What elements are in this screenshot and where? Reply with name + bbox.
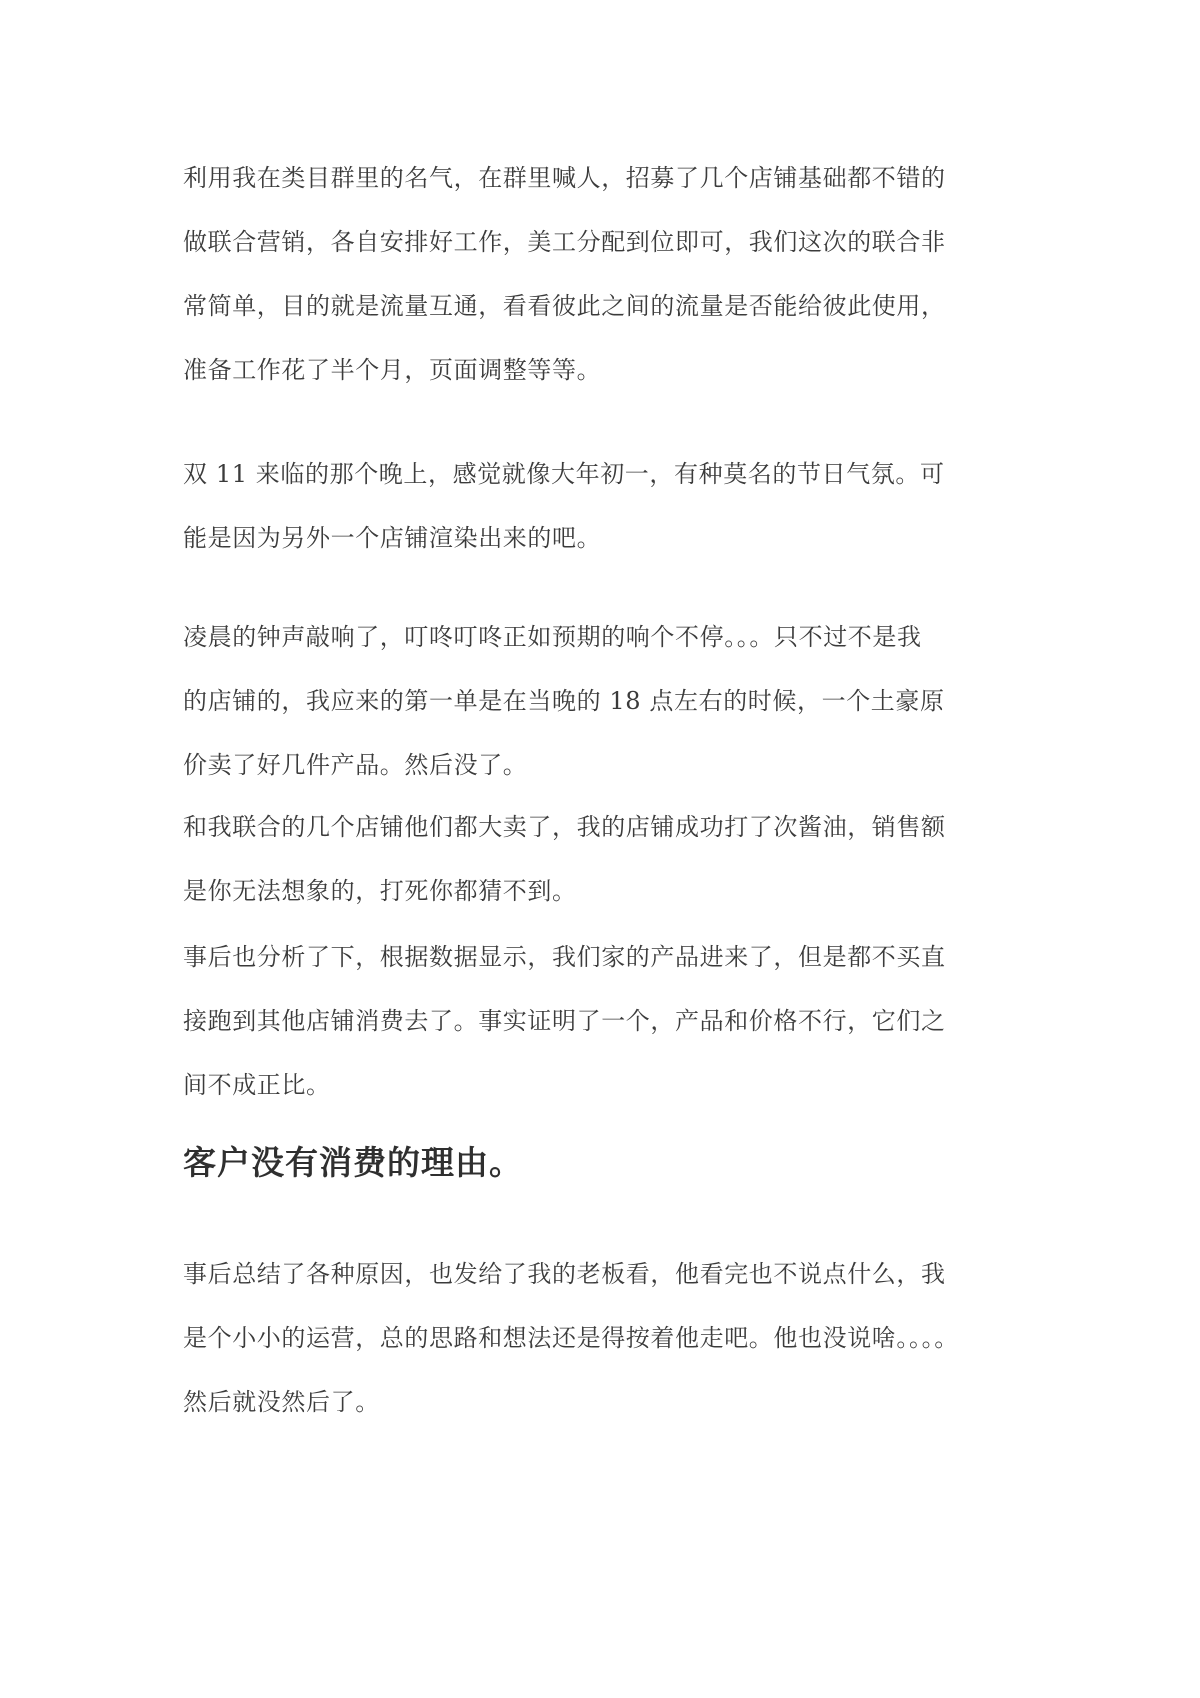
text-line: 常简单，目的就是流量互通，看看彼此之间的流量是否能给彼此使用， — [183, 292, 946, 320]
text-line: 是个小小的运营，总的思路和想法还是得按着他走吧。他也没说啥。。。。 — [183, 1324, 959, 1352]
text-line: 间不成正比。 — [183, 1071, 331, 1099]
text-line: 是你无法想象的，打死你都猜不到。 — [183, 877, 577, 905]
paragraph-analysis — [183, 925, 1033, 1117]
text-line: 接跑到其他店铺消费去了。事实证明了一个，产品和价格不行，它们之 — [183, 1007, 946, 1035]
paragraph-midnight-orders — [183, 605, 1033, 797]
text-line: 准备工作花了半个月，页面调整等等。 — [183, 356, 602, 384]
text-line: 双 11 来临的那个晚上，感觉就像大年初一，有种莫名的节日气氛。可 — [183, 460, 945, 488]
paragraph-partner-stores — [183, 795, 1033, 923]
text-line: 事后也分析了下，根据数据显示，我们家的产品进来了，但是都不买直 — [183, 943, 946, 971]
text-line: 的店铺的，我应来的第一单是在当晚的 18 点左右的时候，一个土豪原 — [183, 687, 945, 715]
text-line: 和我联合的几个店铺他们都大卖了，我的店铺成功打了次酱油，销售额 — [183, 813, 946, 841]
text-line: 做联合营销，各自安排好工作，美工分配到位即可，我们这次的联合非 — [183, 228, 946, 256]
text-line: 利用我在类目群里的名气，在群里喊人，招募了几个店铺基础都不错的 — [183, 164, 946, 192]
text-line: 能是因为另外一个店铺渲染出来的吧。 — [183, 524, 602, 552]
paragraph-summary — [183, 1242, 1033, 1434]
section-heading: 客户没有消费的理由。 — [183, 1143, 523, 1182]
text-line: 价卖了好几件产品。然后没了。 — [183, 751, 528, 779]
text-line: 然后就没然后了。 — [183, 1388, 380, 1416]
paragraph-double-11-night — [183, 442, 1033, 570]
text-line: 事后总结了各种原因，也发给了我的老板看，他看完也不说点什么，我 — [183, 1260, 946, 1288]
paragraph-joint-marketing — [183, 146, 1033, 402]
text-line: 凌晨的钟声敲响了，叮咚叮咚正如预期的响个不停。。。只不过不是我 — [183, 623, 922, 651]
